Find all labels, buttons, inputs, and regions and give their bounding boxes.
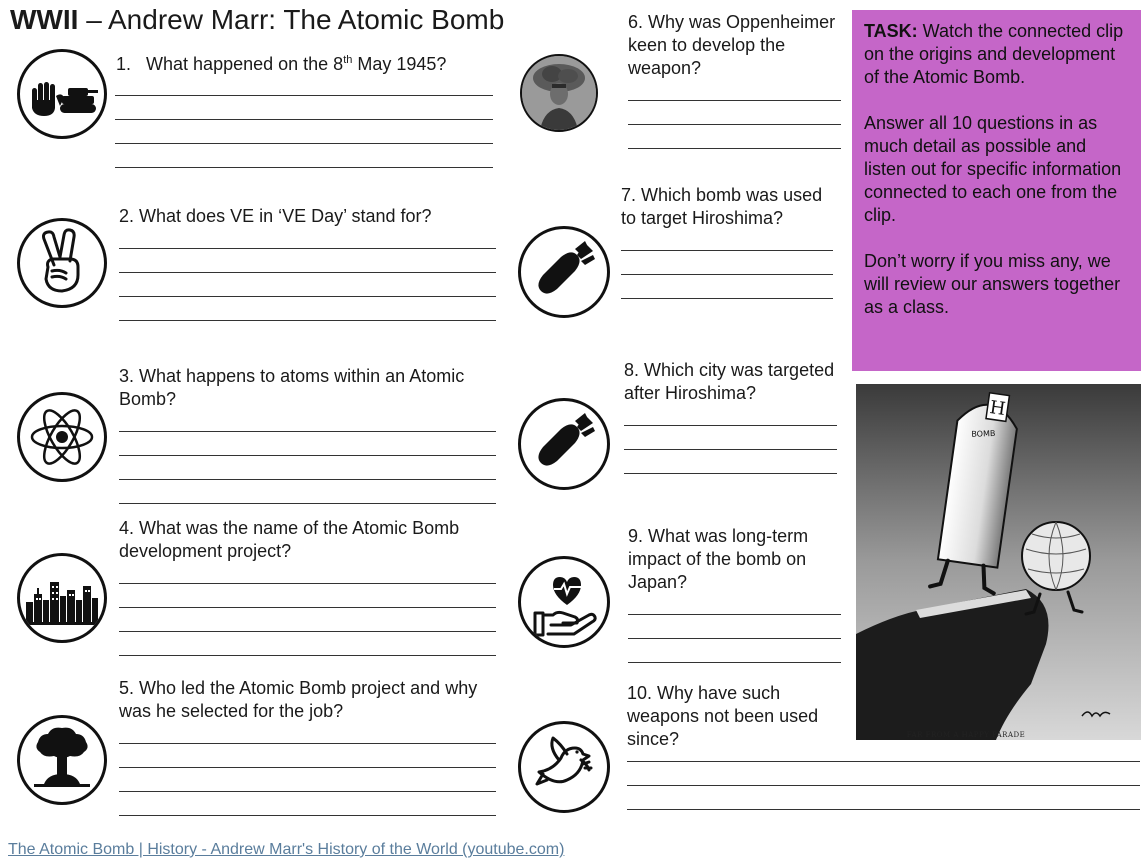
answer-line[interactable] [119, 584, 496, 608]
dove-icon [518, 721, 610, 813]
cartoon-caption: FAR FROM A HAPPY PARADE [906, 731, 1026, 739]
answer-line[interactable] [119, 563, 496, 584]
hand-stop-tank-icon [17, 49, 107, 139]
answer-line[interactable] [115, 120, 493, 144]
question-6-text: Why was Oppenheimer keen to develop the weapon? [628, 12, 836, 78]
question-9-text: What was long-term impact of the bomb on Japan? [628, 526, 809, 592]
task-label: TASK: [864, 21, 918, 41]
question-6 [628, 11, 841, 149]
answer-line[interactable] [119, 273, 496, 297]
task-box [852, 10, 1141, 371]
title-bold: WWII [10, 4, 79, 35]
question-10-text: Why have such weapons not been used since? [627, 683, 819, 749]
question-4-number: 4. [119, 518, 135, 538]
heart-hand-icon [518, 556, 610, 648]
task-text-3: Don’t worry if you miss any, we will review our answers together as a class. [864, 251, 1121, 317]
answer-line[interactable] [119, 768, 496, 792]
bomb-icon [518, 226, 610, 318]
question-7 [621, 184, 833, 299]
question-9-number: 9. [628, 526, 644, 546]
answer-line[interactable] [624, 405, 837, 426]
question-1 [115, 49, 493, 168]
answer-line[interactable] [119, 456, 496, 480]
answer-line[interactable] [119, 480, 496, 504]
answer-line[interactable] [119, 432, 496, 456]
question-1-text-end: May 1945? [352, 54, 447, 74]
answer-line[interactable] [115, 76, 493, 96]
svg-text:H: H [988, 397, 1007, 421]
question-3-number: 3. [119, 366, 135, 386]
source-video-link[interactable]: The Atomic Bomb | History - Andrew Marr's History of the World (youtube.com) [8, 841, 565, 858]
answer-line[interactable] [621, 251, 833, 275]
answer-line[interactable] [624, 426, 837, 450]
city-skyline-icon [17, 553, 107, 643]
task-text-1: Watch the connected clip on the origins and development of the Atomic Bomb. [864, 21, 1124, 87]
question-1-text: What happened on the 8 [146, 54, 344, 74]
answer-line[interactable] [115, 144, 493, 168]
question-4-text: What was the name of the Atomic Bomb development project? [119, 518, 460, 561]
question-2-number: 2. [119, 206, 135, 226]
bomb-icon [518, 398, 610, 490]
peace-hand-icon [17, 218, 107, 308]
answer-line[interactable] [628, 101, 841, 125]
answer-line[interactable] [624, 450, 837, 474]
question-5-text: Who led the Atomic Bomb project and why was he selected for the job? [119, 678, 478, 721]
atom-icon [17, 392, 107, 482]
answer-line[interactable] [628, 615, 841, 639]
question-1-sup: th [343, 54, 353, 66]
answer-line[interactable] [628, 594, 841, 615]
question-8 [624, 359, 837, 474]
title-rest: – Andrew Marr: The Atomic Bomb [78, 4, 505, 35]
mushroom-cloud-icon [17, 715, 107, 805]
answer-line[interactable] [119, 792, 496, 816]
oppenheimer-photo-icon [520, 54, 598, 132]
question-3-text: What happens to atoms within an Atomic Bomb? [119, 366, 465, 409]
question-3 [119, 365, 496, 504]
answer-line[interactable] [621, 230, 833, 251]
answer-line[interactable] [628, 639, 841, 663]
answer-line[interactable] [627, 786, 1140, 810]
answer-line[interactable] [119, 744, 496, 768]
question-7-text: Which bomb was used to target Hiroshima? [621, 185, 823, 228]
cartoon-bomb-label: BOMB [971, 428, 996, 439]
question-5-number: 5. [119, 678, 135, 698]
question-9 [628, 525, 841, 663]
question-6-number: 6. [628, 12, 644, 32]
answer-line[interactable] [119, 297, 496, 321]
question-8-text: Which city was targeted after Hiroshima? [624, 360, 835, 403]
answer-line[interactable] [628, 125, 841, 149]
question-5 [119, 677, 496, 816]
answer-line[interactable] [119, 249, 496, 273]
answer-line[interactable] [119, 632, 496, 656]
answer-line[interactable] [628, 80, 841, 101]
answer-line[interactable] [627, 751, 1140, 762]
question-7-number: 7. [621, 185, 637, 205]
question-10-number: 10. [627, 683, 653, 703]
question-1-number: 1. [116, 54, 132, 74]
answer-line[interactable] [115, 96, 493, 120]
question-8-number: 8. [624, 360, 640, 380]
answer-line[interactable] [119, 608, 496, 632]
task-text-2: Answer all 10 questions in as much detail as possible and listen out for specific information connected to each one from the clip. [864, 113, 1122, 225]
answer-line[interactable] [119, 411, 496, 432]
question-4 [119, 517, 496, 656]
answer-line[interactable] [119, 228, 496, 249]
answer-line[interactable] [621, 275, 833, 299]
page-title [10, 4, 504, 36]
answer-line[interactable] [119, 723, 496, 744]
question-2 [119, 205, 496, 321]
answer-line[interactable] [627, 762, 1140, 786]
question-2-text: What does VE in ‘VE Day’ stand for? [139, 206, 432, 226]
political-cartoon [856, 384, 1141, 740]
